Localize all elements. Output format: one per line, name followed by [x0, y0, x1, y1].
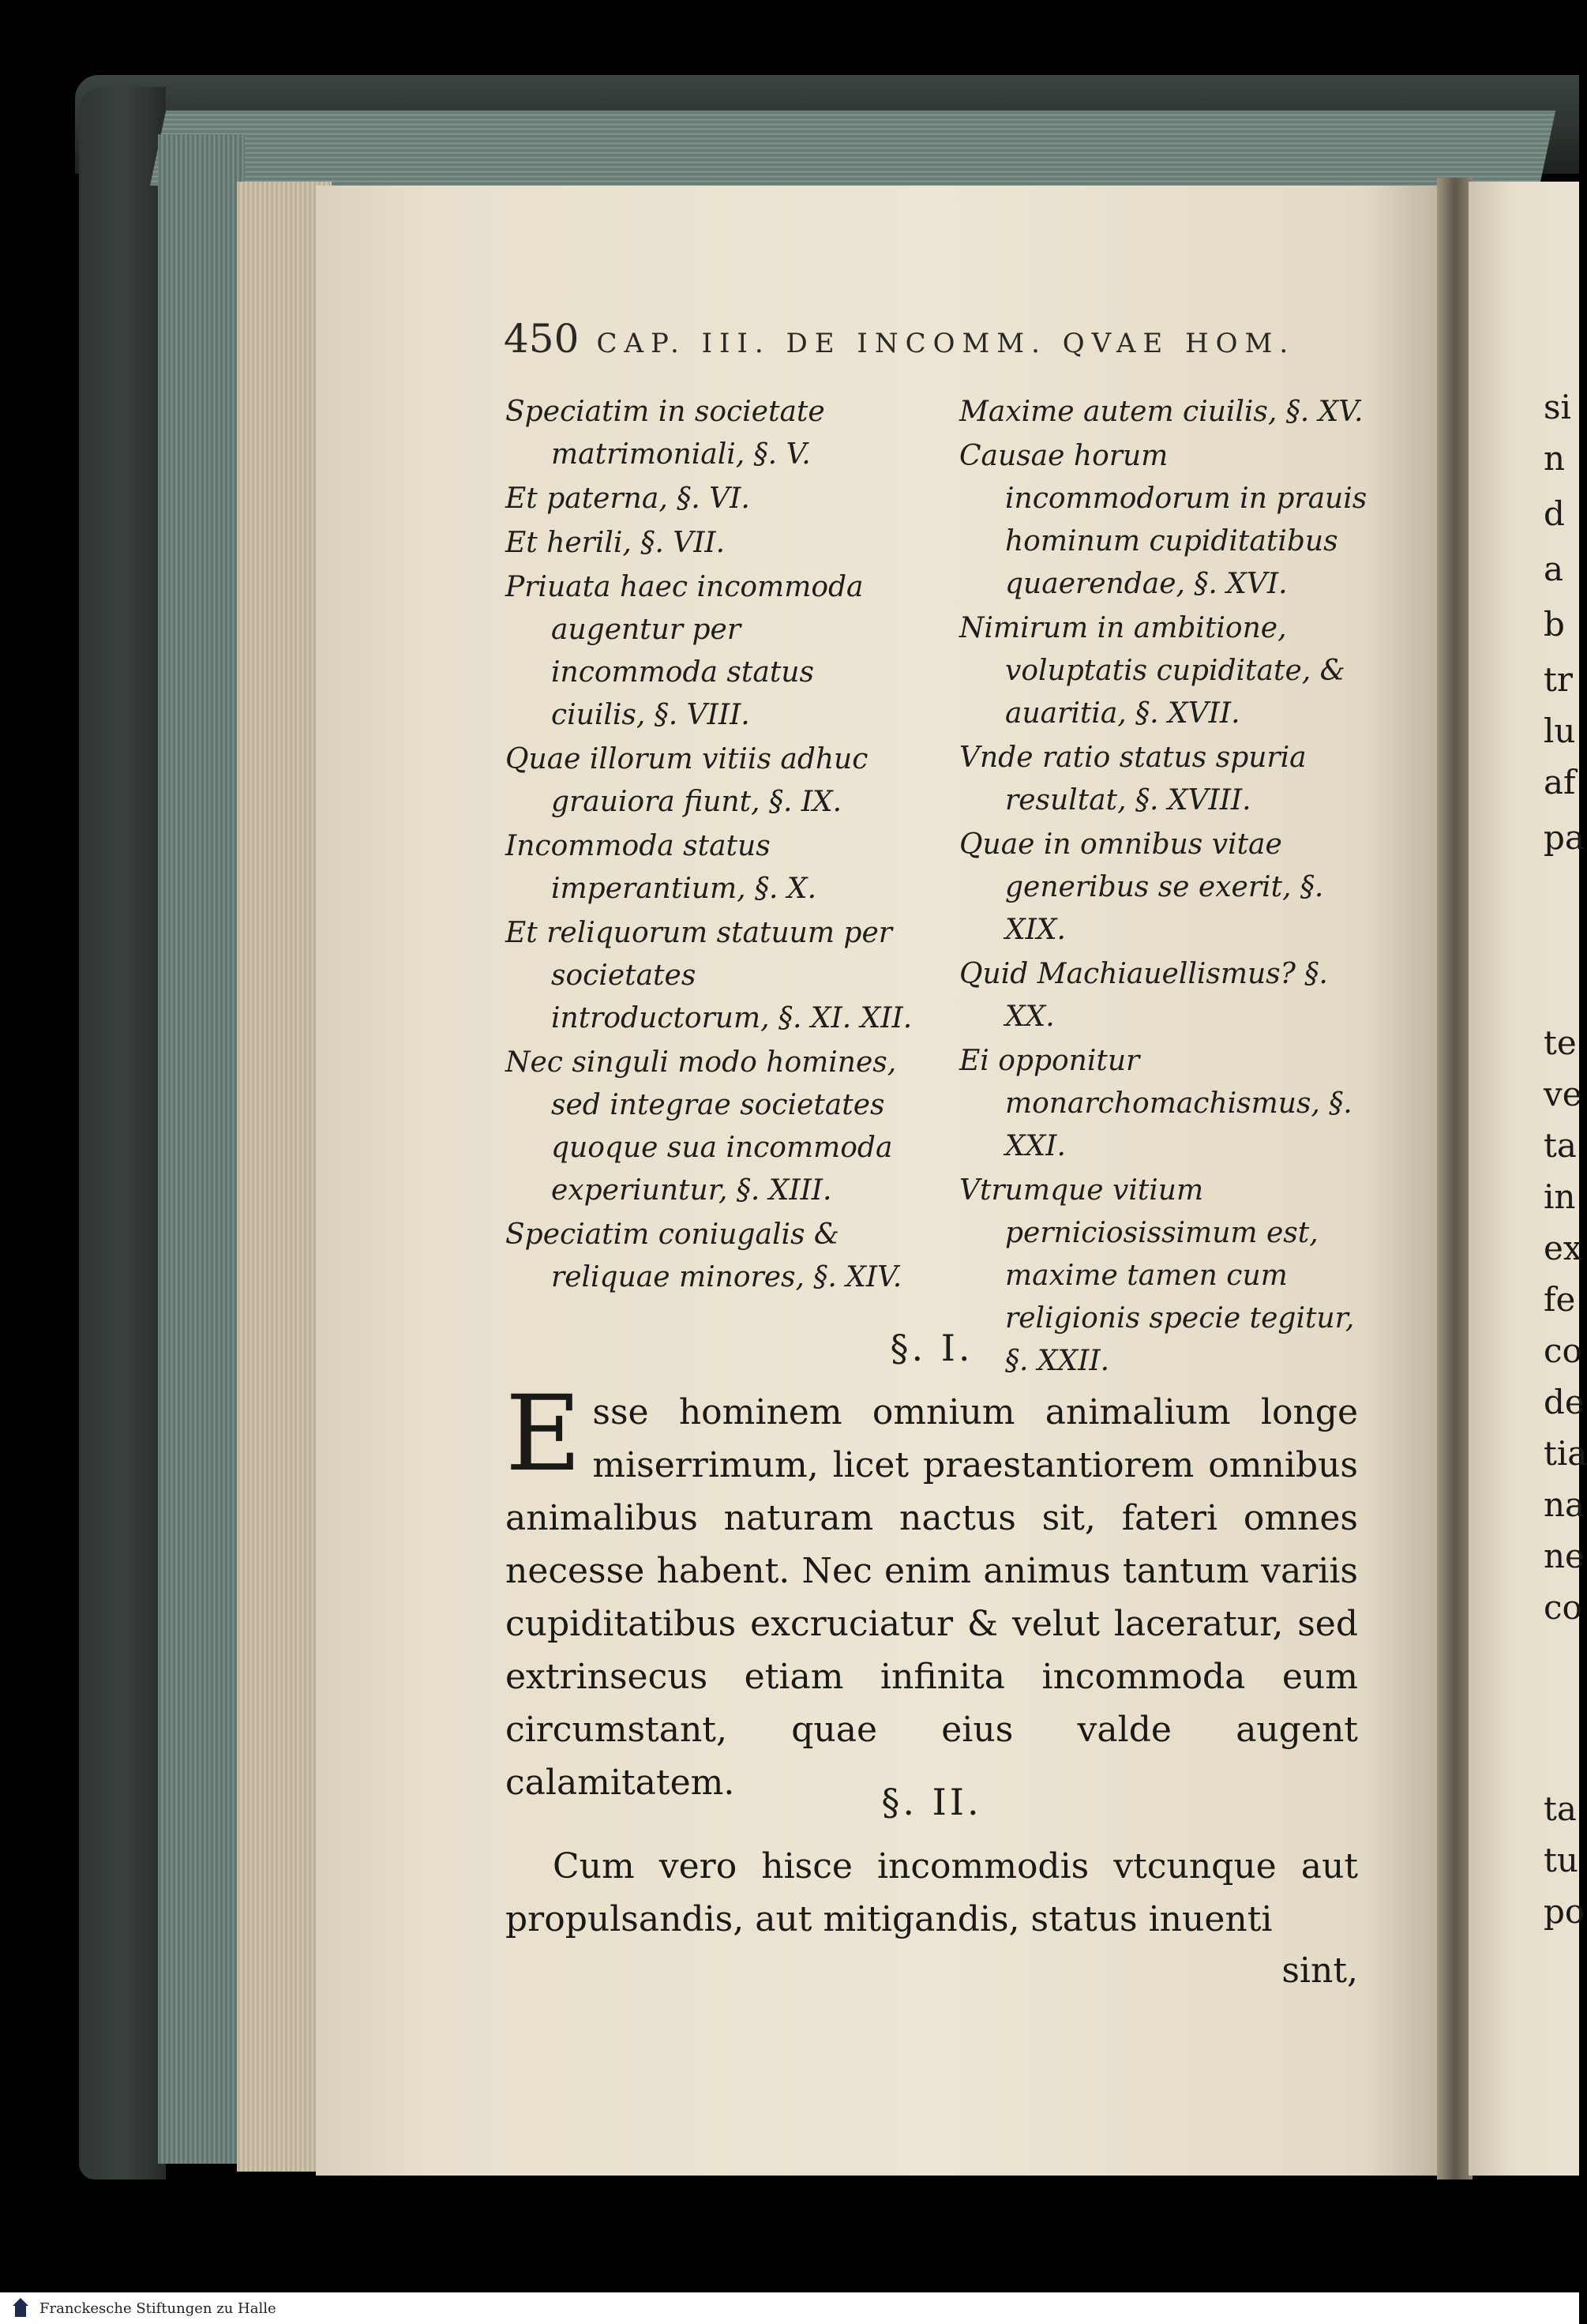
section-heading-1: §. I. [890, 1327, 974, 1369]
chapter-summary [505, 391, 1374, 1377]
page-number: 450 [504, 316, 580, 362]
summary-entry: Speciatim in societate matrimoniali, §. V. [505, 396, 825, 471]
facing-line: de [1544, 1383, 1585, 1421]
facing-line: lu [1544, 711, 1576, 750]
facing-line: co [1544, 1331, 1582, 1370]
summary-entry: Vnde ratio status spuria resultat, §. XVIII. [959, 742, 1307, 817]
facing-line: ne [1544, 1537, 1585, 1575]
facing-line: b [1544, 605, 1565, 644]
book-gutter [1437, 178, 1473, 2179]
summary-entry: Vtrumque vitium perniciosissimum est, maxime tamen cum religionis specie tegitur, §. XXII. [959, 1174, 1355, 1377]
facing-line: in [1544, 1177, 1576, 1216]
section-1-text [505, 1373, 1358, 1809]
catchword: sint, [1281, 1950, 1358, 1991]
summary-right-column [959, 391, 1370, 1377]
initial-letter: E [505, 1373, 582, 1495]
section-heading-2: §. II. [881, 1781, 982, 1823]
facing-line: te [1544, 1023, 1577, 1062]
facing-line: si [1544, 388, 1571, 426]
summary-entry: Causae horum incommodorum in prauis hominum cupiditatibus quaerendae, §. XVI. [959, 440, 1368, 600]
facing-line: tia [1544, 1434, 1587, 1473]
facing-line: po [1544, 1892, 1585, 1931]
summary-entry: Et herili, §. VII. [505, 527, 726, 559]
facing-line: ta [1544, 1789, 1577, 1828]
facing-line: tr [1544, 660, 1573, 699]
facing-line: af [1544, 763, 1576, 802]
facing-line: ve [1544, 1075, 1582, 1113]
footer-bar [0, 2292, 1579, 2324]
summary-entry: Incommoda status imperantium, §. X. [505, 830, 817, 905]
section-2-text: Cum vero hisce incommodis vtcunque aut propulsandis, aut mitigandis, status inuenti [505, 1846, 1358, 1939]
running-head [504, 316, 1341, 362]
facing-line: ex [1544, 1229, 1582, 1267]
summary-entry: Quae in omnibus vitae generibus se exerit, §. XIX. [959, 828, 1324, 946]
summary-entry: Speciatim coniugalis & reliquae minores, §. XIV. [505, 1218, 902, 1293]
summary-entry: Nimirum in ambitione, voluptatis cupiditate, & auaritia, §. XVII. [959, 612, 1345, 730]
summary-entry: Nec singuli modo homines, sed integrae societates quoque sua incommoda experiuntur, §. XIII. [505, 1046, 897, 1207]
facing-line: na [1544, 1485, 1585, 1524]
summary-entry: Et reliquorum statuum per societates introductorum, §. XI. XII. [505, 917, 913, 1034]
facing-line: n [1544, 439, 1566, 478]
facing-line: fe [1544, 1280, 1576, 1319]
facing-line: tu [1544, 1841, 1578, 1879]
summary-entry: Et paterna, §. VI. [505, 482, 750, 515]
facing-line: d [1544, 494, 1565, 533]
summary-entry: Priuata haec incommoda augentur per incommoda status ciuilis, §. VIII. [505, 571, 864, 731]
summary-entry: Quid Machiauellismus? §. XX. [959, 958, 1328, 1033]
summary-left-column [505, 391, 916, 1307]
page-edges-side [158, 134, 245, 2164]
summary-entry: Quae illorum vitiis adhuc grauiora fiunt, §. IX. [505, 743, 869, 818]
facing-line: a [1544, 550, 1564, 588]
facing-line: ta [1544, 1126, 1577, 1165]
section-1-body: sse hominem omnium animalium longe miserrimum, licet praestantiorem omnibus animalibus naturam nactus sit, fateri omnes necesse habent. Nec enim animus tantum variis cupiditatibus excruciatur & velut laceratur, sed extrinsecus etiam infinita incommoda eum circumstant, quae eius valde augent calamitatem. [505, 1392, 1358, 1803]
institution-logo-icon [11, 2296, 30, 2320]
chapter-title: CAP. III. DE INCOMM. QVAE HOM. [596, 328, 1296, 359]
footer-institution: Franckesche Stiftungen zu Halle [39, 2300, 276, 2317]
facing-line: co [1544, 1588, 1582, 1627]
summary-entry: Maxime autem ciuilis, §. XV. [959, 396, 1364, 428]
page-edges-top [150, 111, 1555, 186]
book-cover-spine-edge [79, 87, 166, 2179]
facing-line: pa [1544, 818, 1585, 857]
summary-entry: Ei opponitur monarchomachismus, §. XXI. [959, 1045, 1353, 1162]
